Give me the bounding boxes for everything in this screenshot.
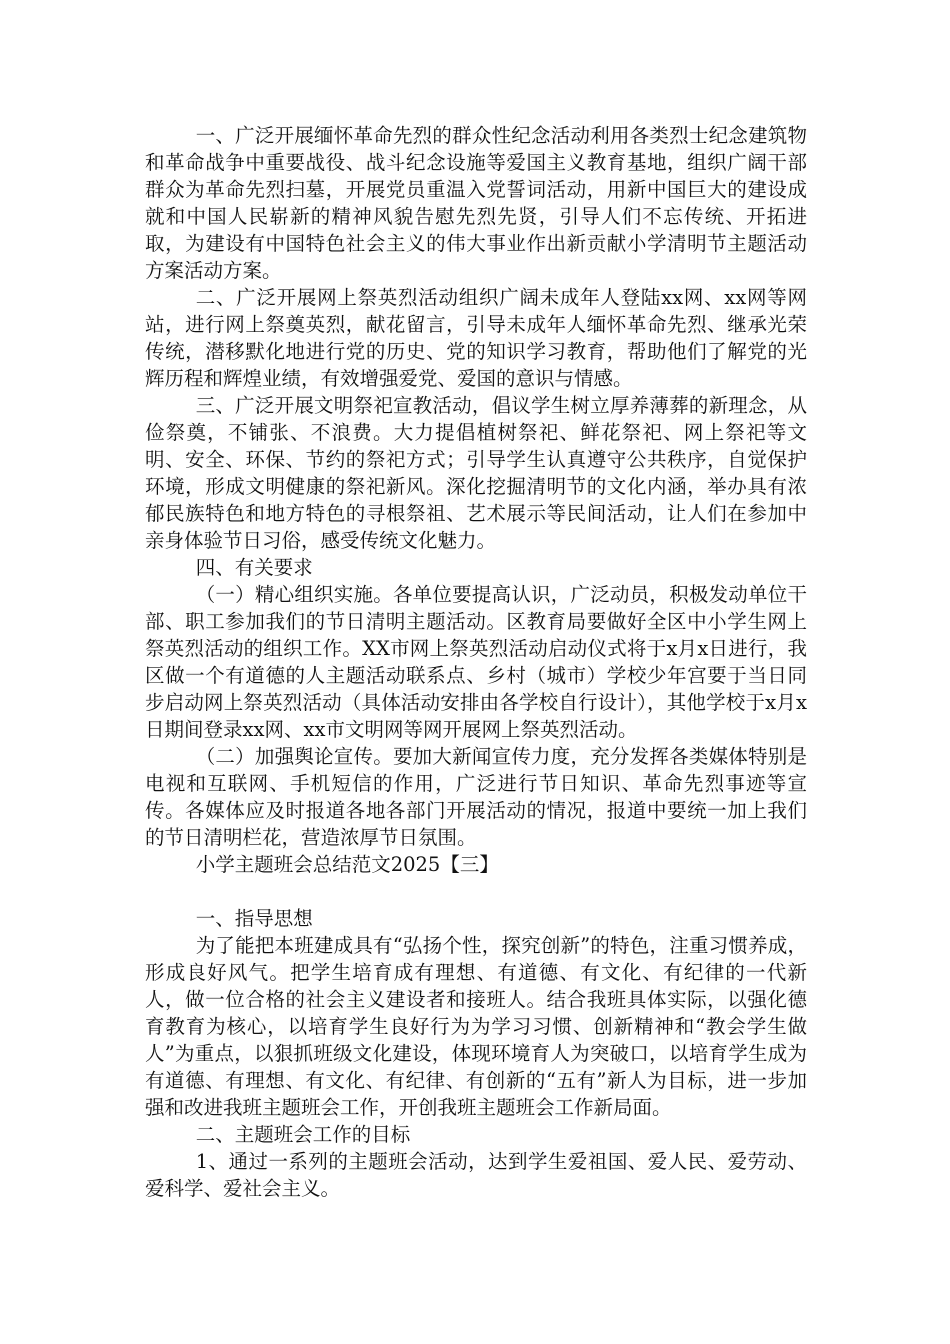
blank-line	[145, 878, 807, 905]
paragraph-7: 1、通过一系列的主题班会活动，达到学生爱祖国、爱人民、爱劳动、爱科学、爱社会主义。	[145, 1150, 807, 1200]
paragraph-1: 一、广泛开展缅怀革命先烈的群众性纪念活动利用各类烈士纪念建筑物和革命战争中重要战役、战斗纪念设施等爱国主义教育基地，组织广阔干部群众为革命先烈扫墓，开展党员重温入党誓词活动，用新中国巨大的建设成就和中国人民崭新的精神风貌告慰先烈先贤，引导人们不忘传统、开拓进取，为建设有中国特色社会主义的伟大事业作出新贡献小学清明节主题活动方案活动方案。	[145, 124, 807, 282]
paragraph-6: 为了能把本班建成具有“弘扬个性，探究创新”的特色，注重习惯养成，形成良好风气。把学生培育成有理想、有道德、有文化、有纪律的一代新人，做一位合格的社会主义建设者和接班人。结合我班具体实际，以强化德育教育为核心，以培育学生良好行为为学习习惯、创新精神和“教会学生做人”为重点，以狠抓班级文化建设，体现环境育人为突破口，以培育学生成为有道德、有理想、有文化、有纪律、有创新的“五有”新人为目标，进一步加强和改进我班主题班会工作，开创我班主题班会工作新局面。	[145, 934, 807, 1119]
section-heading-requirements: 四、有关要求	[195, 556, 313, 579]
section-heading-goals: 二、主题班会工作的目标	[195, 1123, 411, 1146]
paragraph-4: （一）精心组织实施。各单位要提高认识，广泛动员，积极发动单位干部、职工参加我们的节日清明主题活动。区教育局要做好全区中小学生网上祭英烈活动的组织工作。XX市网上祭英烈活动启动仪式将于x月x日进行，我区做一个有道德的人主题活动联系点、乡村（城市）学校少年宫要于当日同步启动网上祭英烈活动（具体活动安排由各学校自行设计），其他学校于x月x日期间登录xx网、xx市文明网等网开展网上祭英烈活动。	[145, 583, 807, 741]
paragraph-3: 三、广泛开展文明祭祀宣教活动，倡议学生树立厚养薄葬的新理念，从俭祭奠，不铺张、不浪费。大力提倡植树祭祀、鲜花祭祀、网上祭祀等文明、安全、环保、节约的祭祀方式；引导学生认真遵守公共秩序，自觉保护环境，形成文明健康的祭祀新风。深化挖掘清明节的文化内涵，举办具有浓郁民族特色和地方特色的寻根祭祖、艺术展示等民间活动，让人们在参加中亲身体验节日习俗，感受传统文化魅力。	[145, 394, 807, 552]
paragraph-5: （二）加强舆论宣传。要加大新闻宣传力度，充分发挥各类媒体特别是电视和互联网、手机短信的作用，广泛进行节日知识、革命先烈事迹等宣传。各媒体应及时报道各地各部门开展活动的情况，报道中要统一加上我们的节日清明栏花，营造浓厚节日氛围。	[145, 745, 807, 849]
document-body	[145, 122, 807, 1202]
paragraph-2: 二、广泛开展网上祭英烈活动组织广阔未成年人登陆xx网、xx网等网站，进行网上祭奠英烈，献花留言，引导未成年人缅怀革命先烈、继承光荣传统，潜移默化地进行党的历史、党的知识学习教育，帮助他们了解党的光辉历程和辉煌业绩，有效增强爱党、爱国的意识与情感。	[145, 286, 807, 390]
section-title-summary: 小学主题班会总结范文2025【三】	[195, 853, 499, 876]
section-heading-guiding-thought: 一、指导思想	[195, 907, 313, 930]
